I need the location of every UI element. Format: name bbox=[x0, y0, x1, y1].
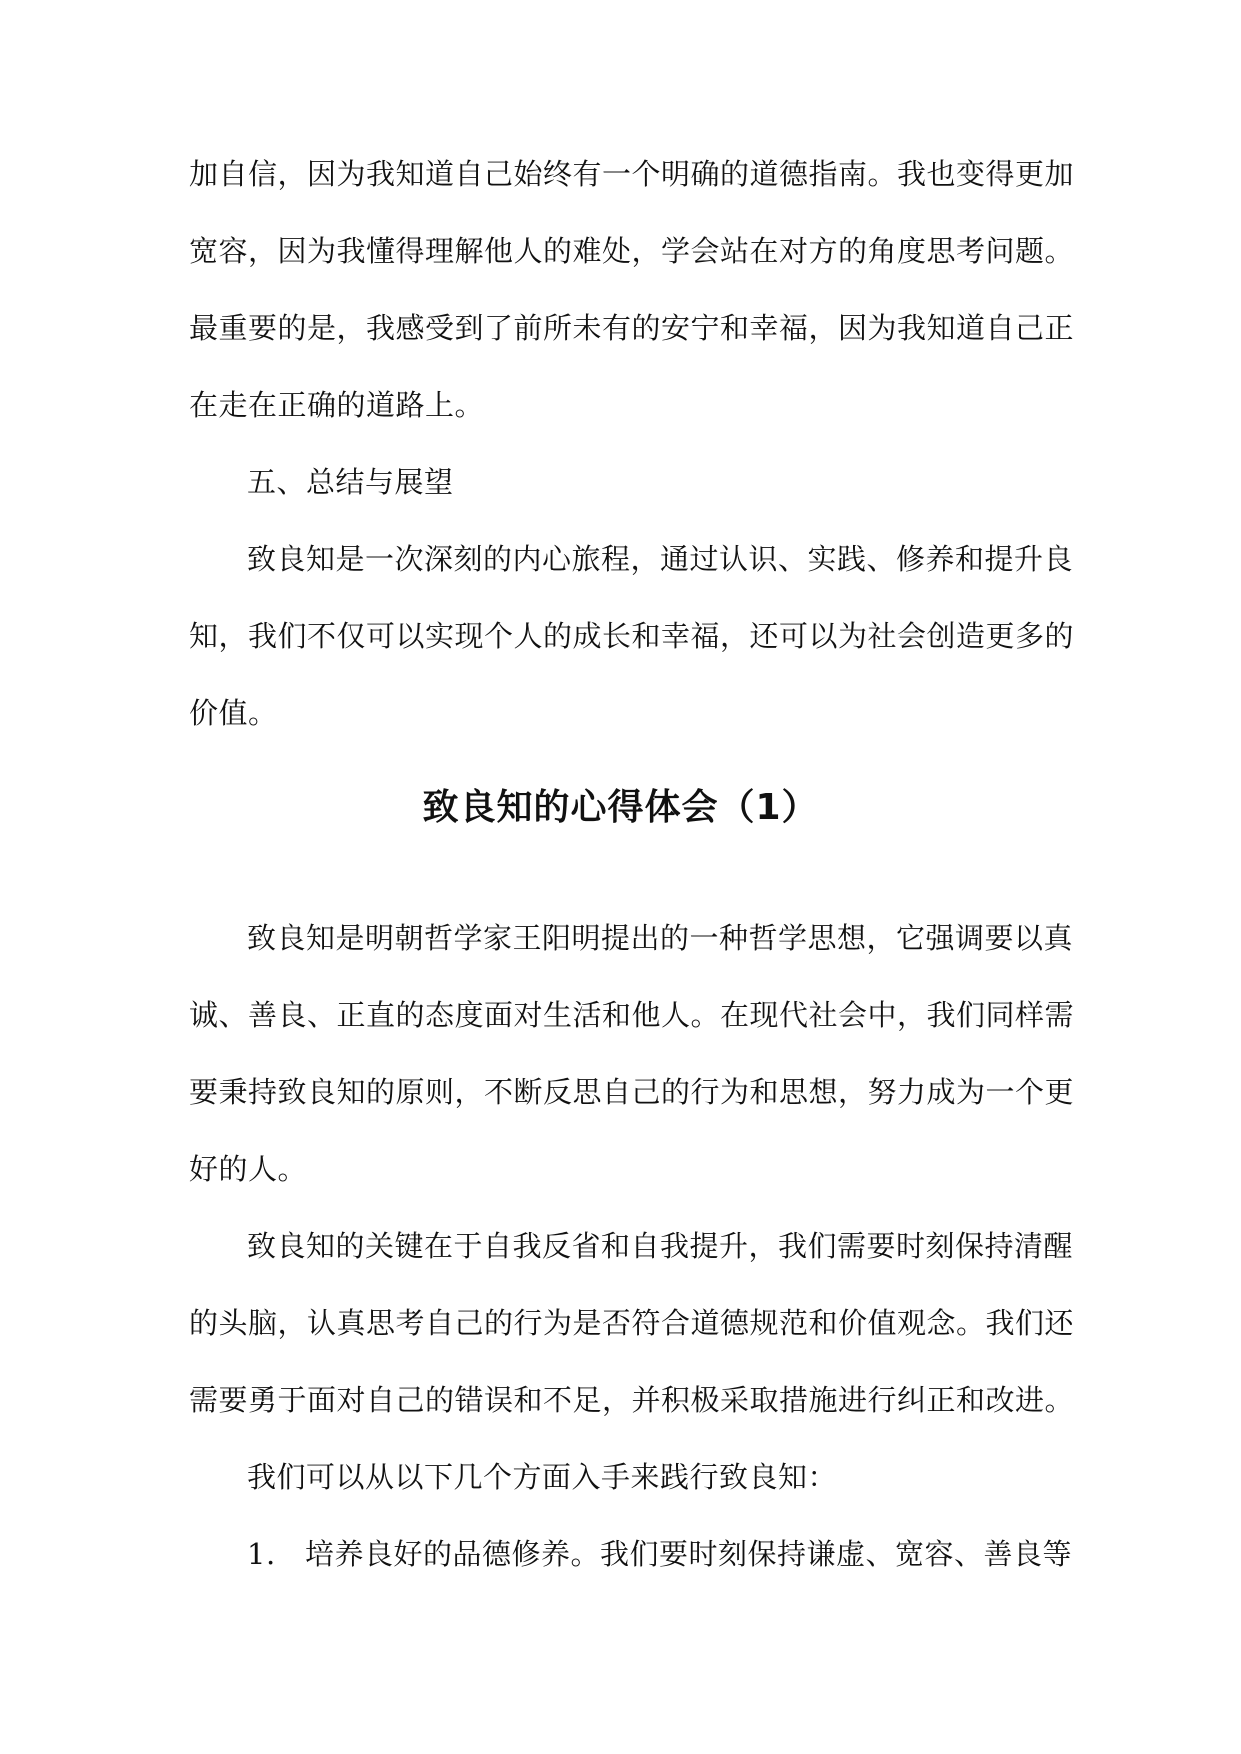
paragraph-line: 加自信，因为我知道自己始终有一个明确的道德指南。我也变得更加 bbox=[189, 157, 1075, 191]
paragraph-line: 诚、善良、正直的态度面对生活和他人。在现代社会中，我们同样需 bbox=[189, 998, 1075, 1032]
article-body bbox=[189, 900, 1075, 1593]
list-item-text: 培养良好的品德修养。我们要时刻保持谦虚、宽容、善良等 bbox=[305, 1537, 1073, 1571]
list-item-number: 1. bbox=[247, 1537, 276, 1571]
summary-line: 致良知是一次深刻的内心旅程，通过认识、实践、修养和提升良 bbox=[247, 542, 1074, 576]
paragraph-line: 致良知是明朝哲学家王阳明提出的一种哲学思想，它强调要以真 bbox=[247, 921, 1074, 955]
paragraph-line: 的头脑，认真思考自己的行为是否符合道德规范和价值观念。我们还 bbox=[189, 1306, 1075, 1340]
list-item bbox=[189, 1516, 1073, 1593]
intro-line: 我们可以从以下几个方面入手来践行致良知： bbox=[247, 1460, 838, 1494]
paragraph-line: 致良知的关键在于自我反省和自我提升，我们需要时刻保持清醒 bbox=[247, 1229, 1074, 1263]
paragraph-line: 需要勇于面对自己的错误和不足，并积极采取措施进行纠正和改进。 bbox=[189, 1383, 1075, 1417]
section-heading: 五、总结与展望 bbox=[247, 465, 454, 499]
previous-section bbox=[189, 136, 1075, 752]
paragraph-line: 宽容，因为我懂得理解他人的难处，学会站在对方的角度思考问题。 bbox=[189, 234, 1075, 268]
article-title: 致良知的心得体会（1） bbox=[422, 787, 819, 828]
summary-line: 知，我们不仅可以实现个人的成长和幸福，还可以为社会创造更多的 bbox=[189, 619, 1075, 653]
paragraph-line: 好的人。 bbox=[189, 1152, 308, 1186]
paragraph-line: 要秉持致良知的原则，不断反思自己的行为和思想，努力成为一个更 bbox=[189, 1075, 1075, 1109]
paragraph-line: 最重要的是，我感受到了前所未有的安宁和幸福，因为我知道自己正 bbox=[189, 311, 1075, 345]
summary-line: 价值。 bbox=[189, 696, 278, 730]
paragraph-line: 在走在正确的道路上。 bbox=[189, 388, 485, 422]
